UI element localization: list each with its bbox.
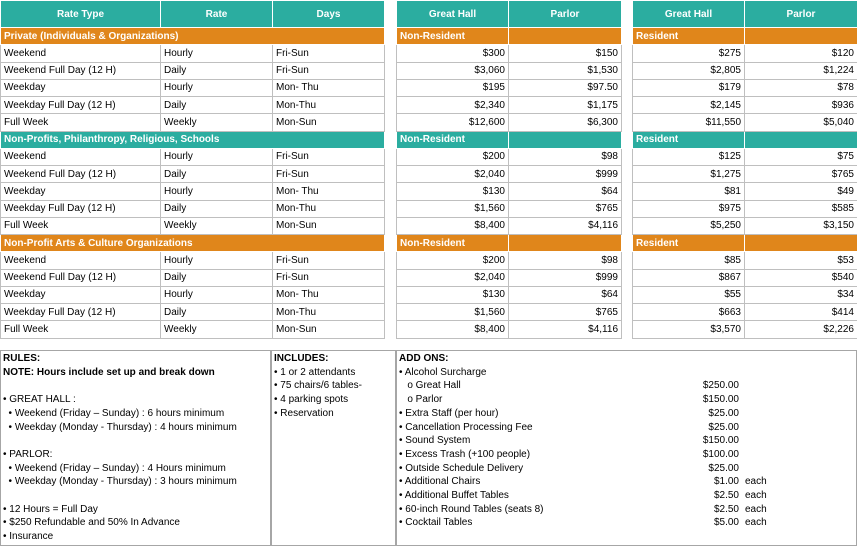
table-cell: $64 <box>509 286 622 303</box>
table-cell: Weekend Full Day (12 H) <box>1 62 161 79</box>
table-row <box>633 183 857 200</box>
table-cell: Mon- Thu <box>273 183 385 200</box>
panel-line: RULES: <box>3 353 41 364</box>
table-cell: $6,300 <box>509 114 622 131</box>
table-cell: $34 <box>745 286 857 303</box>
table-cell: Daily <box>161 269 273 286</box>
table-row <box>1 148 385 165</box>
table-row <box>633 45 857 62</box>
section-header-row <box>397 235 622 252</box>
panel-line: • 1 or 2 attendants <box>274 366 356 378</box>
table-cell: $2,040 <box>397 269 509 286</box>
add-on-price: $25.00 <box>708 407 739 419</box>
table-cell: $275 <box>633 45 745 62</box>
table-cell: $125 <box>633 148 745 165</box>
table-cell: Weekend <box>1 252 161 269</box>
table-cell: Hourly <box>161 45 273 62</box>
panel-line: • 4 parking spots <box>274 394 349 406</box>
table-cell: $1,560 <box>397 200 509 217</box>
table-cell: Weekday Full Day (12 H) <box>1 200 161 217</box>
table-row <box>397 269 622 286</box>
table-cell: Fri-Sun <box>273 45 385 62</box>
table-cell: $765 <box>509 304 622 321</box>
table-cell: $130 <box>397 183 509 200</box>
header-great-hall: Great Hall <box>633 1 745 28</box>
panel-line: • Weekday (Monday - Thursday) : 4 hours minimum <box>3 421 237 433</box>
table-row <box>633 286 857 303</box>
panel-line: • Weekend (Friday – Sunday) : 6 hours minimum <box>3 407 225 419</box>
table-row <box>633 114 857 131</box>
table-cell: $11,550 <box>633 114 745 131</box>
table-cell: $765 <box>745 166 857 183</box>
table-cell: $585 <box>745 200 857 217</box>
table-cell: $2,226 <box>745 321 857 338</box>
section-header-cell <box>745 235 857 252</box>
table-cell: Full Week <box>1 321 161 338</box>
add-on-unit: each <box>745 517 767 529</box>
table-row <box>397 97 622 114</box>
rate-type-table <box>0 0 385 339</box>
add-on-label: • Extra Staff (per hour) <box>399 407 499 419</box>
table-cell: Mon-Thu <box>273 97 385 114</box>
table-cell: $936 <box>745 97 857 114</box>
table-cell: $4,116 <box>509 321 622 338</box>
table-cell: $75 <box>745 148 857 165</box>
table-row <box>397 79 622 96</box>
table-cell: Hourly <box>161 79 273 96</box>
panel-line: • 12 Hours = Full Day <box>3 503 98 515</box>
panel-line: INCLUDES: <box>274 353 329 364</box>
add-on-label: o Great Hall <box>399 380 461 392</box>
section-header-row <box>1 235 385 252</box>
rules-panel <box>0 350 271 546</box>
table-cell: $150 <box>509 45 622 62</box>
table-row <box>1 166 385 183</box>
table-cell: $200 <box>397 252 509 269</box>
section-header-cell <box>509 235 622 252</box>
table-cell: $5,040 <box>745 114 857 131</box>
panel-line: NOTE: Hours include set up and break down <box>3 366 215 378</box>
table-cell: $975 <box>633 200 745 217</box>
section-header-cell <box>509 28 622 45</box>
section-title: Non-Resident <box>397 28 509 45</box>
table-cell: $3,150 <box>745 217 857 234</box>
add-on-label: • Cocktail Tables <box>399 517 473 529</box>
table-cell: Weekly <box>161 217 273 234</box>
table-cell: Weekend Full Day (12 H) <box>1 269 161 286</box>
table-cell: $765 <box>509 200 622 217</box>
table-cell: $12,600 <box>397 114 509 131</box>
section-header-row <box>397 28 622 45</box>
table-cell: $663 <box>633 304 745 321</box>
table-cell: $8,400 <box>397 217 509 234</box>
panel-line: • $250 Refundable and 50% In Advance <box>3 517 180 529</box>
section-title: Non-Resident <box>397 235 509 252</box>
add-on-price: $1.00 <box>713 476 739 488</box>
table-cell: Daily <box>161 97 273 114</box>
table-cell: Full Week <box>1 114 161 131</box>
table-cell: Hourly <box>161 286 273 303</box>
table-row <box>1 45 385 62</box>
table-row <box>1 252 385 269</box>
table-row <box>1 269 385 286</box>
table-cell: $3,060 <box>397 62 509 79</box>
table-cell: $98 <box>509 148 622 165</box>
table-cell: $120 <box>745 45 857 62</box>
table-row <box>633 252 857 269</box>
table-cell: $2,340 <box>397 97 509 114</box>
table-cell: Fri-Sun <box>273 148 385 165</box>
table-cell: Hourly <box>161 148 273 165</box>
table-cell: $195 <box>397 79 509 96</box>
table-cell: $1,224 <box>745 62 857 79</box>
table-cell: Fri-Sun <box>273 269 385 286</box>
table-cell: Weekday Full Day (12 H) <box>1 304 161 321</box>
add-on-label: • Outside Schedule Delivery <box>399 462 524 474</box>
table-row <box>1 286 385 303</box>
panel-line: • Insurance <box>3 531 54 543</box>
table-row <box>397 321 622 338</box>
table-cell: $179 <box>633 79 745 96</box>
table-cell: $97.50 <box>509 79 622 96</box>
table-row <box>1 97 385 114</box>
table-cell: $2,040 <box>397 166 509 183</box>
table-cell: $8,400 <box>397 321 509 338</box>
table-row <box>633 269 857 286</box>
table-cell: $1,275 <box>633 166 745 183</box>
table-cell: $53 <box>745 252 857 269</box>
table-cell: Mon-Sun <box>273 321 385 338</box>
panel-line: • Reservation <box>274 407 334 419</box>
add-on-price: $150.00 <box>702 394 739 406</box>
table-cell: $200 <box>397 148 509 165</box>
table-row <box>1 200 385 217</box>
table-row <box>1 114 385 131</box>
section-title: Resident <box>633 131 745 148</box>
table-row <box>633 148 857 165</box>
table-row <box>1 304 385 321</box>
header-days: Days <box>273 1 385 28</box>
header-parlor: Parlor <box>745 1 857 28</box>
includes-panel <box>271 350 396 546</box>
resident-table <box>632 0 857 339</box>
add-on-price: $2.50 <box>713 490 739 501</box>
table-cell: Mon-Thu <box>273 200 385 217</box>
section-header-row <box>633 235 857 252</box>
table-row <box>1 217 385 234</box>
table-row <box>633 200 857 217</box>
add-on-label: • 60-inch Round Tables (seats 8) <box>399 503 544 515</box>
table-cell: Weekly <box>161 321 273 338</box>
table-cell: $2,145 <box>633 97 745 114</box>
panel-line: • Weekday (Monday - Thursday) : 3 hours minimum <box>3 476 237 488</box>
table-row <box>1 183 385 200</box>
table-cell: $999 <box>509 269 622 286</box>
table-cell: Fri-Sun <box>273 166 385 183</box>
panel-line: • GREAT HALL : <box>3 394 76 406</box>
section-header-row <box>1 131 385 148</box>
table-row <box>633 321 857 338</box>
table-cell: $130 <box>397 286 509 303</box>
section-title: Resident <box>633 235 745 252</box>
table-row <box>397 114 622 131</box>
table-row <box>1 321 385 338</box>
add-on-price: $5.00 <box>713 517 739 529</box>
table-row <box>1 79 385 96</box>
table-cell: $414 <box>745 304 857 321</box>
non-resident-table <box>396 0 622 339</box>
table-cell: Weekend Full Day (12 H) <box>1 166 161 183</box>
table-cell: $98 <box>509 252 622 269</box>
add-ons-panel <box>396 350 857 546</box>
table-cell: $1,175 <box>509 97 622 114</box>
add-on-label: • Additional Buffet Tables <box>399 490 509 501</box>
panel-line: • PARLOR: <box>3 448 53 460</box>
panel-line: • 75 chairs/6 tables- <box>274 380 362 392</box>
table-cell: Full Week <box>1 217 161 234</box>
section-title: Non-Resident <box>397 131 509 148</box>
add-on-label: • Alcohol Surcharge <box>399 366 487 378</box>
section-header-cell <box>745 131 857 148</box>
table-cell: $64 <box>509 183 622 200</box>
table-cell: Mon- Thu <box>273 79 385 96</box>
table-row <box>633 166 857 183</box>
table-cell: Weekend <box>1 45 161 62</box>
section-title: Non-Profits, Philanthropy, Religious, Schools <box>1 131 385 148</box>
add-on-unit: each <box>745 490 767 501</box>
add-on-label: • Additional Chairs <box>399 476 481 488</box>
table-row <box>633 79 857 96</box>
table-cell: Weekday Full Day (12 H) <box>1 97 161 114</box>
table-cell: $867 <box>633 269 745 286</box>
add-on-price: $2.50 <box>713 503 739 515</box>
table-row <box>633 62 857 79</box>
add-on-unit: each <box>745 476 767 488</box>
table-cell: Weekday <box>1 183 161 200</box>
table-row <box>397 286 622 303</box>
table-cell: Mon-Sun <box>273 114 385 131</box>
add-on-label: • Cancellation Processing Fee <box>399 421 533 433</box>
table-row <box>633 217 857 234</box>
section-title: Non-Profit Arts & Culture Organizations <box>1 235 385 252</box>
table-row <box>1 62 385 79</box>
add-on-price: $250.00 <box>702 380 739 392</box>
add-on-price: $100.00 <box>702 448 739 460</box>
table-cell: Mon-Thu <box>273 304 385 321</box>
table-cell: Daily <box>161 62 273 79</box>
section-header-cell <box>745 28 857 45</box>
table-row <box>397 148 622 165</box>
header-great-hall: Great Hall <box>397 1 509 28</box>
table-cell: $85 <box>633 252 745 269</box>
section-title: Resident <box>633 28 745 45</box>
table-cell: $49 <box>745 183 857 200</box>
add-on-price: $150.00 <box>702 435 739 447</box>
panel-line: • Weekend (Friday – Sunday) : 4 Hours minimum <box>3 462 226 474</box>
table-cell: Daily <box>161 166 273 183</box>
table-cell: Fri-Sun <box>273 252 385 269</box>
table-cell: Weekly <box>161 114 273 131</box>
table-cell: Daily <box>161 200 273 217</box>
table-row <box>633 97 857 114</box>
section-header-row <box>1 28 385 45</box>
table-row <box>397 183 622 200</box>
table-cell: $55 <box>633 286 745 303</box>
add-on-label: o Parlor <box>399 394 443 406</box>
add-ons-title: ADD ONS: <box>399 353 449 364</box>
table-cell: $1,530 <box>509 62 622 79</box>
table-cell: $3,570 <box>633 321 745 338</box>
header-parlor: Parlor <box>509 1 622 28</box>
table-cell: $1,560 <box>397 304 509 321</box>
section-title: Private (Individuals & Organizations) <box>1 28 385 45</box>
section-header-row <box>397 131 622 148</box>
table-cell: $5,250 <box>633 217 745 234</box>
add-on-label: • Sound System <box>399 435 471 447</box>
section-header-row <box>633 131 857 148</box>
section-header-cell <box>509 131 622 148</box>
table-cell: Mon-Sun <box>273 217 385 234</box>
table-cell: Daily <box>161 304 273 321</box>
table-cell: Fri-Sun <box>273 62 385 79</box>
add-on-unit: each <box>745 503 767 515</box>
table-row <box>397 45 622 62</box>
table-row <box>397 62 622 79</box>
table-cell: Weekday <box>1 286 161 303</box>
table-cell: Mon- Thu <box>273 286 385 303</box>
table-row <box>397 252 622 269</box>
table-row <box>397 166 622 183</box>
table-cell: $4,116 <box>509 217 622 234</box>
table-cell: Hourly <box>161 252 273 269</box>
table-row <box>397 200 622 217</box>
table-cell: Weekend <box>1 148 161 165</box>
add-on-label: • Excess Trash (+100 people) <box>399 448 531 460</box>
header-rate-type: Rate Type <box>1 1 161 28</box>
table-row <box>397 217 622 234</box>
table-cell: $999 <box>509 166 622 183</box>
header-rate: Rate <box>161 1 273 28</box>
table-cell: $300 <box>397 45 509 62</box>
table-row <box>633 304 857 321</box>
table-cell: $81 <box>633 183 745 200</box>
add-on-price: $25.00 <box>708 462 739 474</box>
add-on-price: $25.00 <box>708 421 739 433</box>
table-cell: Weekday <box>1 79 161 96</box>
table-cell: $540 <box>745 269 857 286</box>
table-cell: Hourly <box>161 183 273 200</box>
table-cell: $2,805 <box>633 62 745 79</box>
section-header-row <box>633 28 857 45</box>
table-cell: $78 <box>745 79 857 96</box>
table-row <box>397 304 622 321</box>
